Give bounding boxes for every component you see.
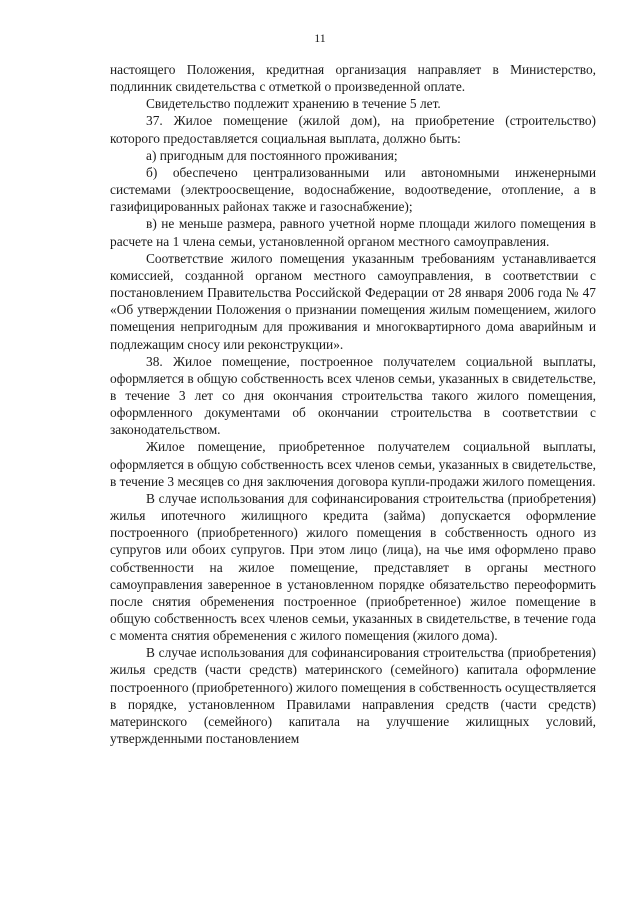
document-body: [110, 61, 596, 747]
paragraph-compliance: Соответствие жилого помещения указанным требованиям устанавливается комиссией, созданной органом местного самоуправления, в соответствии с постановлением Правительства Российской Федерации от 28 января 2006 года № 47 «Об утверждении Положения о признании помещения жилым помещением, жилого помещения непригодным для проживания и многоквартирного дома аварийным и подлежащим сносу или реконструкции».: [110, 250, 596, 352]
paragraph-continuation: настоящего Положения, кредитная организация направляет в Министерство, подлинник свидетельства с отметкой о произведенной оплате.: [110, 62, 596, 95]
paragraph-mortgage: В случае использования для софинансирования строительства (приобретения) жилья ипотечного жилищного кредита (займа) допускается оформление построенного (приобретенного) жилого помещения в собственность одного из супругов или обоих супругов. При этом лицо (лица), на чье имя оформлено право собственности на жилое помещение, представляет в органы местного самоуправления заверенное в установленном порядке обязательство переоформить после снятия обременения построенное (приобретенное) жилое помещение в общую собственность всех членов семьи, указанных в свидетельстве, в течение года с момента снятия обременения с жилого помещения (жилого дома).: [110, 490, 596, 644]
paragraph-37b: б) обеспечено централизованными или автономными инженерными системами (электроосвещение, водоснабжение, водоотведение, отопление, а в газифицированных районах также и газоснабжение);: [110, 164, 596, 215]
paragraph-38: 38. Жилое помещение, построенное получателем социальной выплаты, оформляется в общую собственность всех членов семьи, указанных в свидетельстве, в течение 3 лет со дня окончания строительства такого жилого помещения, оформленного документами об окончании строительства в соответствии с законодательством.: [110, 353, 596, 438]
paragraph-37: 37. Жилое помещение (жилой дом), на приобретение (строительство) которого предоставляется социальная выплата, должно быть:: [110, 113, 596, 146]
paragraph-purchased-housing: Жилое помещение, приобретенное получателем социальной выплаты, оформляется в общую собственность всех членов семьи, указанных в свидетельстве, в течение 3 месяцев со дня заключения договора купли-продажи жилого помещения.: [110, 439, 596, 489]
paragraph-certificate-storage: Свидетельство подлежит хранению в течение 5 лет.: [146, 96, 441, 112]
paragraph-37a: а) пригодным для постоянного проживания;: [146, 147, 398, 163]
paragraph-maternity-capital: В случае использования для софинансирования строительства (приобретения) жилья средств (части средств) материнского (семейного) капитала оформление построенного (приобретенного) жилого помещения в собственность осуществляется в порядке, установленном Правилами направления средств (части средств) материнского (семейного) капитала на улучшение жилищных условий, утвержденными постановлением: [110, 645, 596, 747]
paragraph-37c: в) не меньше размера, равного учетной норме площади жилого помещения в расчете на 1 члена семьи, установленной органом местного самоуправления.: [110, 216, 596, 249]
page-number: 11: [314, 31, 326, 45]
